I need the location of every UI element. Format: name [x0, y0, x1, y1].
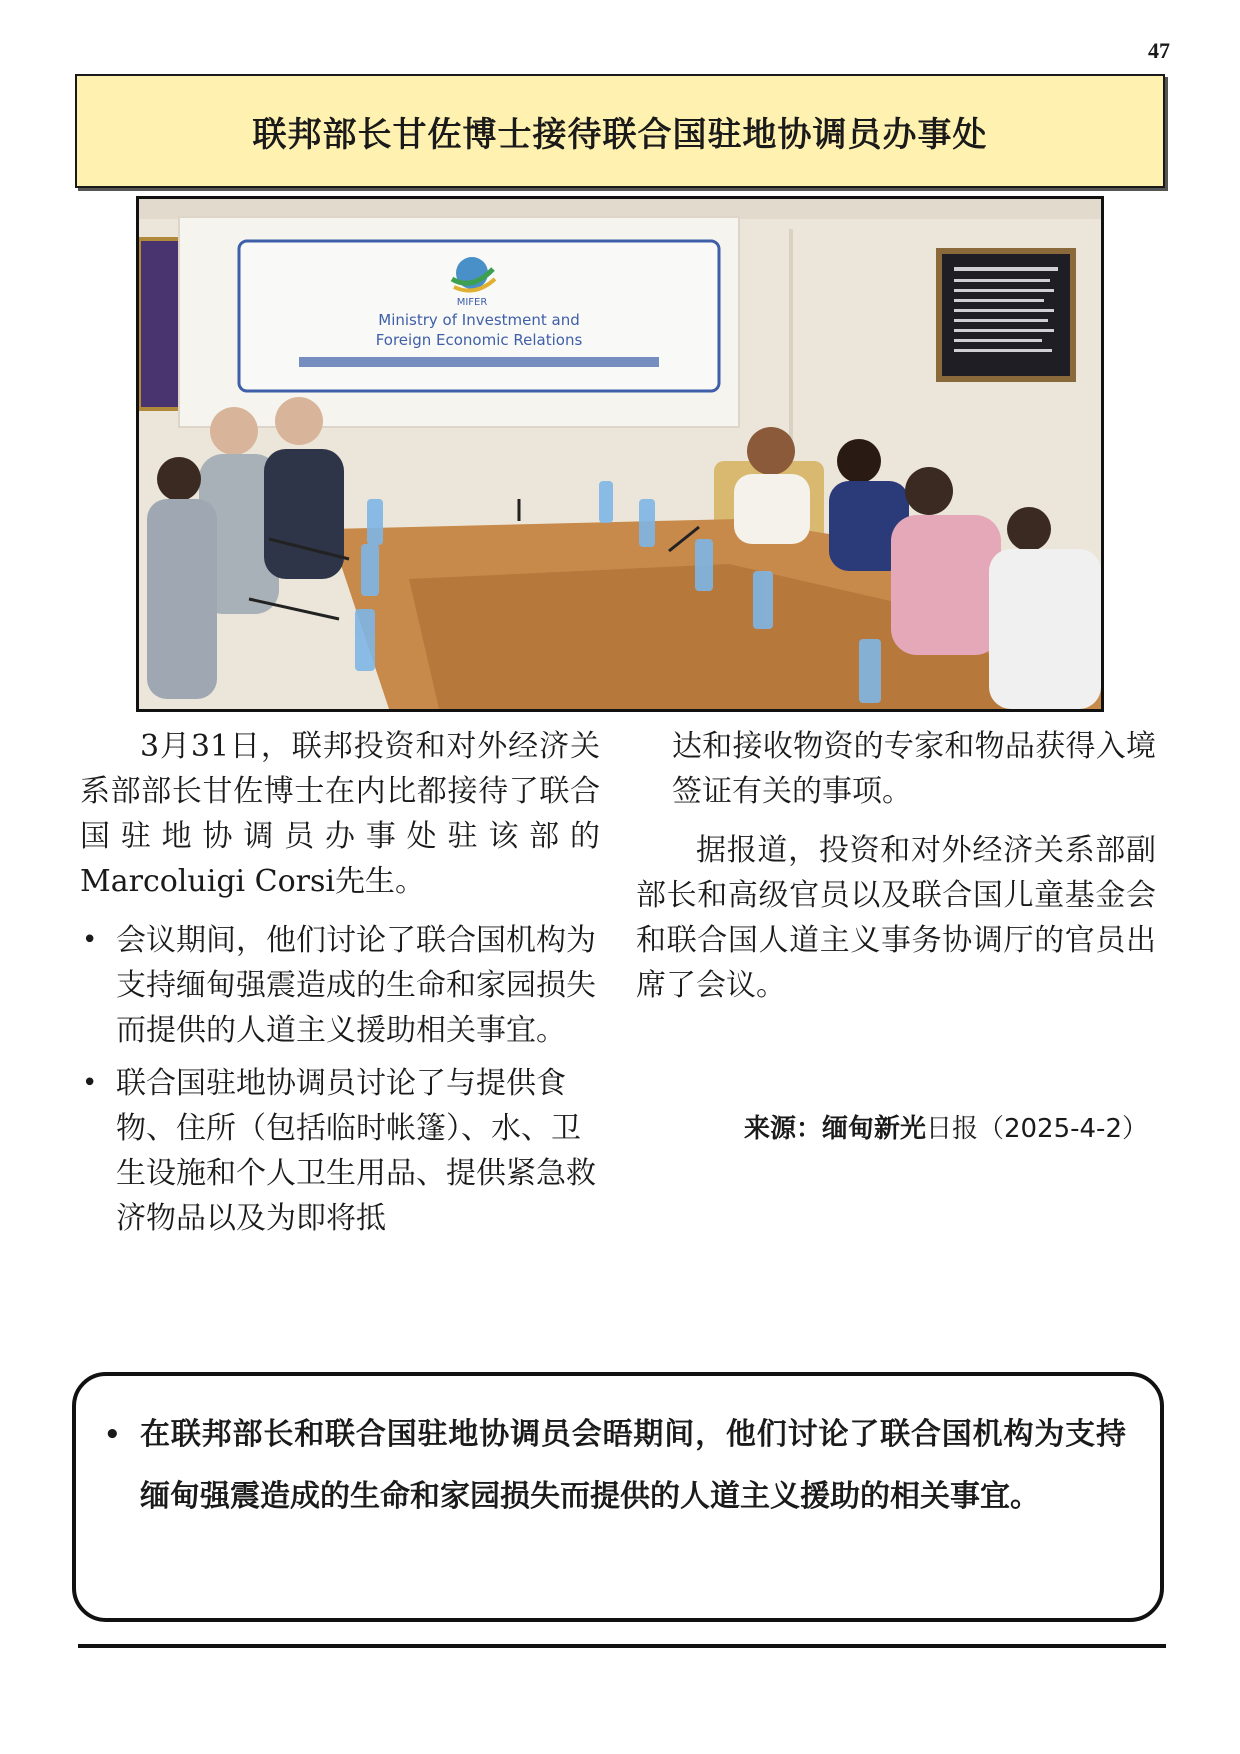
meeting-photo: [136, 196, 1104, 712]
bullet-icon: •: [104, 1420, 121, 1450]
bullet-text: 会议期间，他们讨论了联合国机构为支持缅甸强震造成的生命和家园损失而提供的人道主义援助相关事宜。: [116, 923, 596, 1048]
summary-item: [96, 1404, 1126, 1528]
person-left-2: [264, 449, 344, 579]
page-number: 47: [1148, 38, 1170, 63]
person-right-2-head: [905, 467, 953, 515]
banner-myanmar-script: [299, 357, 659, 367]
summary-text: 在联邦部长和联合国驻地协调员会晤期间，他们讨论了联合国机构为支持缅甸强震造成的生命和家园损失而提供的人道主义援助的相关事宜。: [140, 1417, 1126, 1514]
bullet-list: [80, 918, 600, 1241]
page-title: 联邦部长甘佐博士接待联合国驻地协调员办事处: [252, 114, 988, 155]
logo-text: MIFER: [456, 297, 488, 308]
right-column: [636, 724, 1156, 1022]
bullet-icon: •: [82, 925, 98, 955]
bullet-icon: •: [82, 1068, 98, 1098]
minister-head: [747, 427, 795, 475]
intro-paragraph: 3月31日，联邦投资和对外经济关系部部长甘佐博士在内比都接待了联合国驻地协调员办事处驻该部的Marcoluigi Corsi先生。: [80, 729, 600, 899]
person-right-3: [989, 549, 1101, 709]
source-date: 日报（2025-4-2）: [925, 1114, 1148, 1144]
person-right-3-head: [1007, 507, 1051, 551]
person-left-1-head: [210, 407, 258, 455]
person-left-2-head: [275, 397, 323, 445]
bottom-divider: [78, 1644, 1166, 1648]
source-label: 来源：: [743, 1114, 822, 1144]
summary-box: [72, 1372, 1164, 1622]
left-plaque: [139, 239, 181, 409]
attendance-paragraph: 据报道，投资和对外经济关系部副部长和高级官员以及联合国儿童基金会和联合国人道主义事务协调厅的官员出席了会议。: [636, 833, 1156, 1003]
bullet-text: 联合国驻地协调员讨论了与提供食物、住所（包括临时帐篷）、水、卫生设施和个人卫生用品、提供紧急救济物品以及为即将抵: [116, 1066, 596, 1236]
list-item: [80, 918, 600, 1053]
banner-text-line2: Foreign Economic Relations: [375, 331, 583, 349]
minister: [734, 474, 810, 544]
list-item: [80, 1061, 600, 1241]
person-right-2: [891, 515, 1001, 655]
source-name: 缅甸新光: [821, 1114, 926, 1144]
source-citation: [636, 1108, 1148, 1145]
continuation-text: 达和接收物资的专家和物品获得入境签证有关的事项。: [672, 729, 1156, 809]
left-column: [80, 724, 600, 1249]
banner-text-line1: Ministry of Investment and: [378, 311, 580, 329]
meeting-photo-illustration: [139, 199, 1101, 709]
person-left-0-head: [157, 457, 201, 501]
person-left-0: [147, 499, 217, 699]
person-right-1-head: [837, 439, 881, 483]
title-banner: [75, 74, 1165, 188]
